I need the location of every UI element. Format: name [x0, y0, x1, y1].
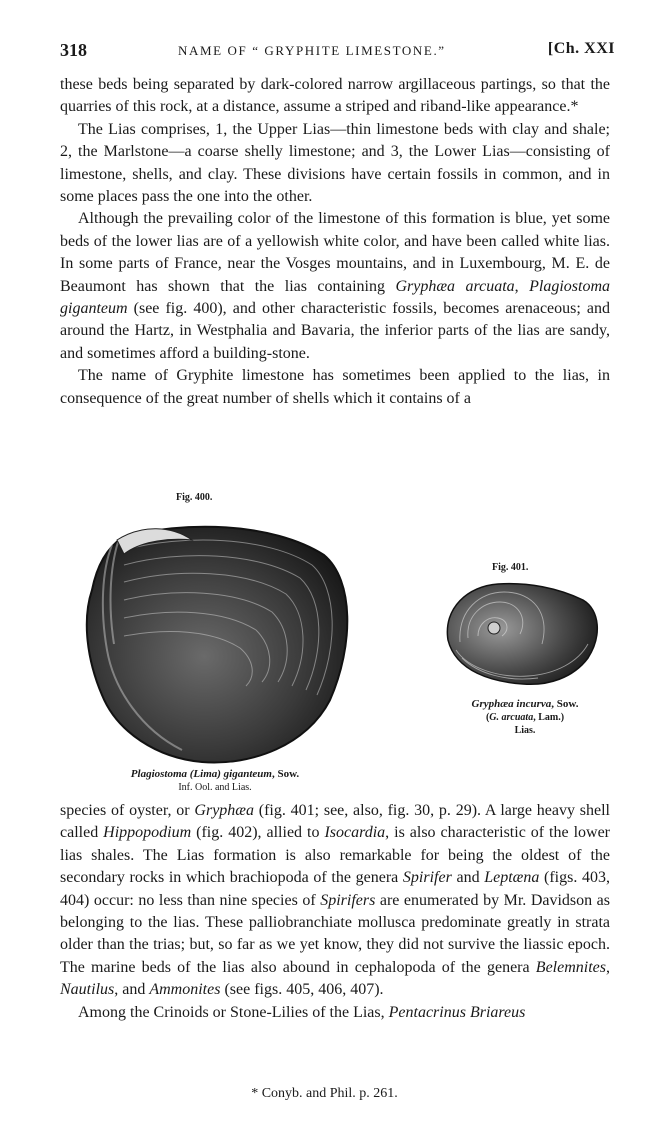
para5-text-b: (fig. 401; see, also, fig. 30, p. 29). A large heavy shell called — [60, 802, 611, 842]
paragraph-4: The name of Gryphite limestone has sometimes been applied to the lias, in consequence of the great number of shells which it contains of a — [60, 367, 610, 407]
running-title: NAME OF “ GRYPHITE LIMESTONE.” — [178, 43, 446, 58]
fig-401-caption-line3: Lias. — [514, 725, 536, 736]
para3-italic-gryphaea: Gryphæa arcuata — [395, 277, 515, 295]
fig-400-caption — [70, 768, 360, 794]
paragraph-6 — [60, 1002, 610, 1024]
para5-italic-spirifers: Spirifers — [320, 891, 376, 909]
para5-italic-isocardia: Isocardia — [324, 824, 386, 842]
para5-italic-spirifer: Spirifer — [402, 869, 452, 887]
paragraph-1: these beds being separated by dark-colored narrow argillaceous partings, so that the quarries of this rock, at a distance, assume a striped and riband-like appearance.* — [60, 76, 610, 116]
para5-text-a: species of oyster, or — [60, 802, 195, 819]
para6-italic-pentacrinus: Pentacrinus Briareus — [388, 1003, 526, 1021]
para5-text-c: (fig. 402), allied to — [191, 824, 325, 842]
para5-italic-hippopodium: Hippopodium — [103, 824, 192, 842]
fig-400-caption-line2: Inf. Ool. and Lias. — [178, 782, 252, 793]
page-header — [60, 40, 615, 66]
fig-401-label: Fig. 401. — [492, 562, 529, 573]
para5-text-f: (figs. 403, 404) occur: no less than nine species of — [60, 869, 611, 909]
footnote: * Conyb. and Phil. p. 261. — [251, 1086, 398, 1101]
para5-text-k: (see figs. 405, 406, 407). — [220, 981, 384, 999]
fig-401-shell-illustration — [438, 578, 608, 690]
para6-text-a: Among the Crinoids or Stone-Lilies of the Lias, — [78, 1003, 389, 1021]
paragraph-2: The Lias comprises, 1, the Upper Lias—thin limestone beds with clay and shale; 2, the Marlstone—a coarse shelly limestone; and 3, the Lower Lias—consisting of limestone, shells, and clay. These divisions have certain fossils in common, and in some places pass the one into the other. — [60, 120, 610, 206]
paragraph-3 — [60, 208, 610, 365]
para5-italic-belemnites: Belemnites — [535, 958, 606, 976]
fig-401-caption-line2-italic: G. arcuata — [489, 712, 534, 723]
para3-text-b: , — [514, 277, 530, 295]
page-number: 318 — [60, 40, 87, 60]
paragraph-5 — [60, 800, 610, 1002]
para3-text-c: (see fig. 400), and other characteristic fossils, becomes arenaceous; and around the Hartz, in Westphalia and Bavaria, the inferior parts of the lias are sandy, and sometimes afford a building-stone. — [60, 300, 610, 362]
text-block-top — [60, 74, 610, 410]
fig-401-caption-italic: Gryphæa incurva — [471, 698, 552, 710]
para3-italic-plagiostoma: Plagiostoma giganteum — [60, 277, 611, 318]
para5-italic-ammonites: Ammonites — [149, 981, 221, 999]
para5-text-j: , and — [114, 981, 150, 999]
fig-400-caption-italic: Plagiostoma (Lima) giganteum — [130, 768, 272, 780]
chapter-label: [Ch. XXI — [547, 40, 615, 57]
para5-text-e: and — [451, 869, 485, 887]
fig-401-caption — [440, 698, 610, 737]
para5-text-d: , is also characteristic of the lower lias shales. The Lias formation is also remarkable for being the oldest of the secondary rocks in which brachiopoda of the genera — [60, 824, 611, 887]
para5-text-g: are enumerated by Mr. Davidson as belonging to the lias. These palliobranchiate mollusca predominate greatly in strata older than the trias; but, so far as we yet know, they did not survive the liassic epoch. The marine beds of the lias also abound in cephalopoda of the genera — [60, 891, 611, 976]
fig-401-caption-line2-rest: , Lam.) — [533, 712, 565, 723]
fig-400-caption-rest: , Sow. — [271, 768, 300, 780]
para3-text-a: Although the prevailing color of the limestone of this formation is blue, yet some beds of the lower lias are of a yellowish white color, and have been called white lias. In some parts of France, near the Vosges mountains, and in Luxembourg, M. E. de Beaumont has shown that the lias containing — [60, 210, 610, 295]
para5-italic-nautilus: Nautilus — [60, 981, 115, 999]
fig-401-caption-line2-open: ( — [485, 712, 490, 723]
para5-italic-leptaena: Leptæna — [484, 869, 540, 887]
fig-400-shell-illustration — [62, 510, 362, 768]
fig-400-label: Fig. 400. — [176, 492, 213, 503]
text-block-bottom — [60, 800, 610, 1024]
para5-italic-gryphaea: Gryphæa — [194, 802, 254, 819]
para5-text-h: , — [606, 958, 610, 976]
fig-401-caption-rest: , Sow. — [551, 698, 579, 710]
